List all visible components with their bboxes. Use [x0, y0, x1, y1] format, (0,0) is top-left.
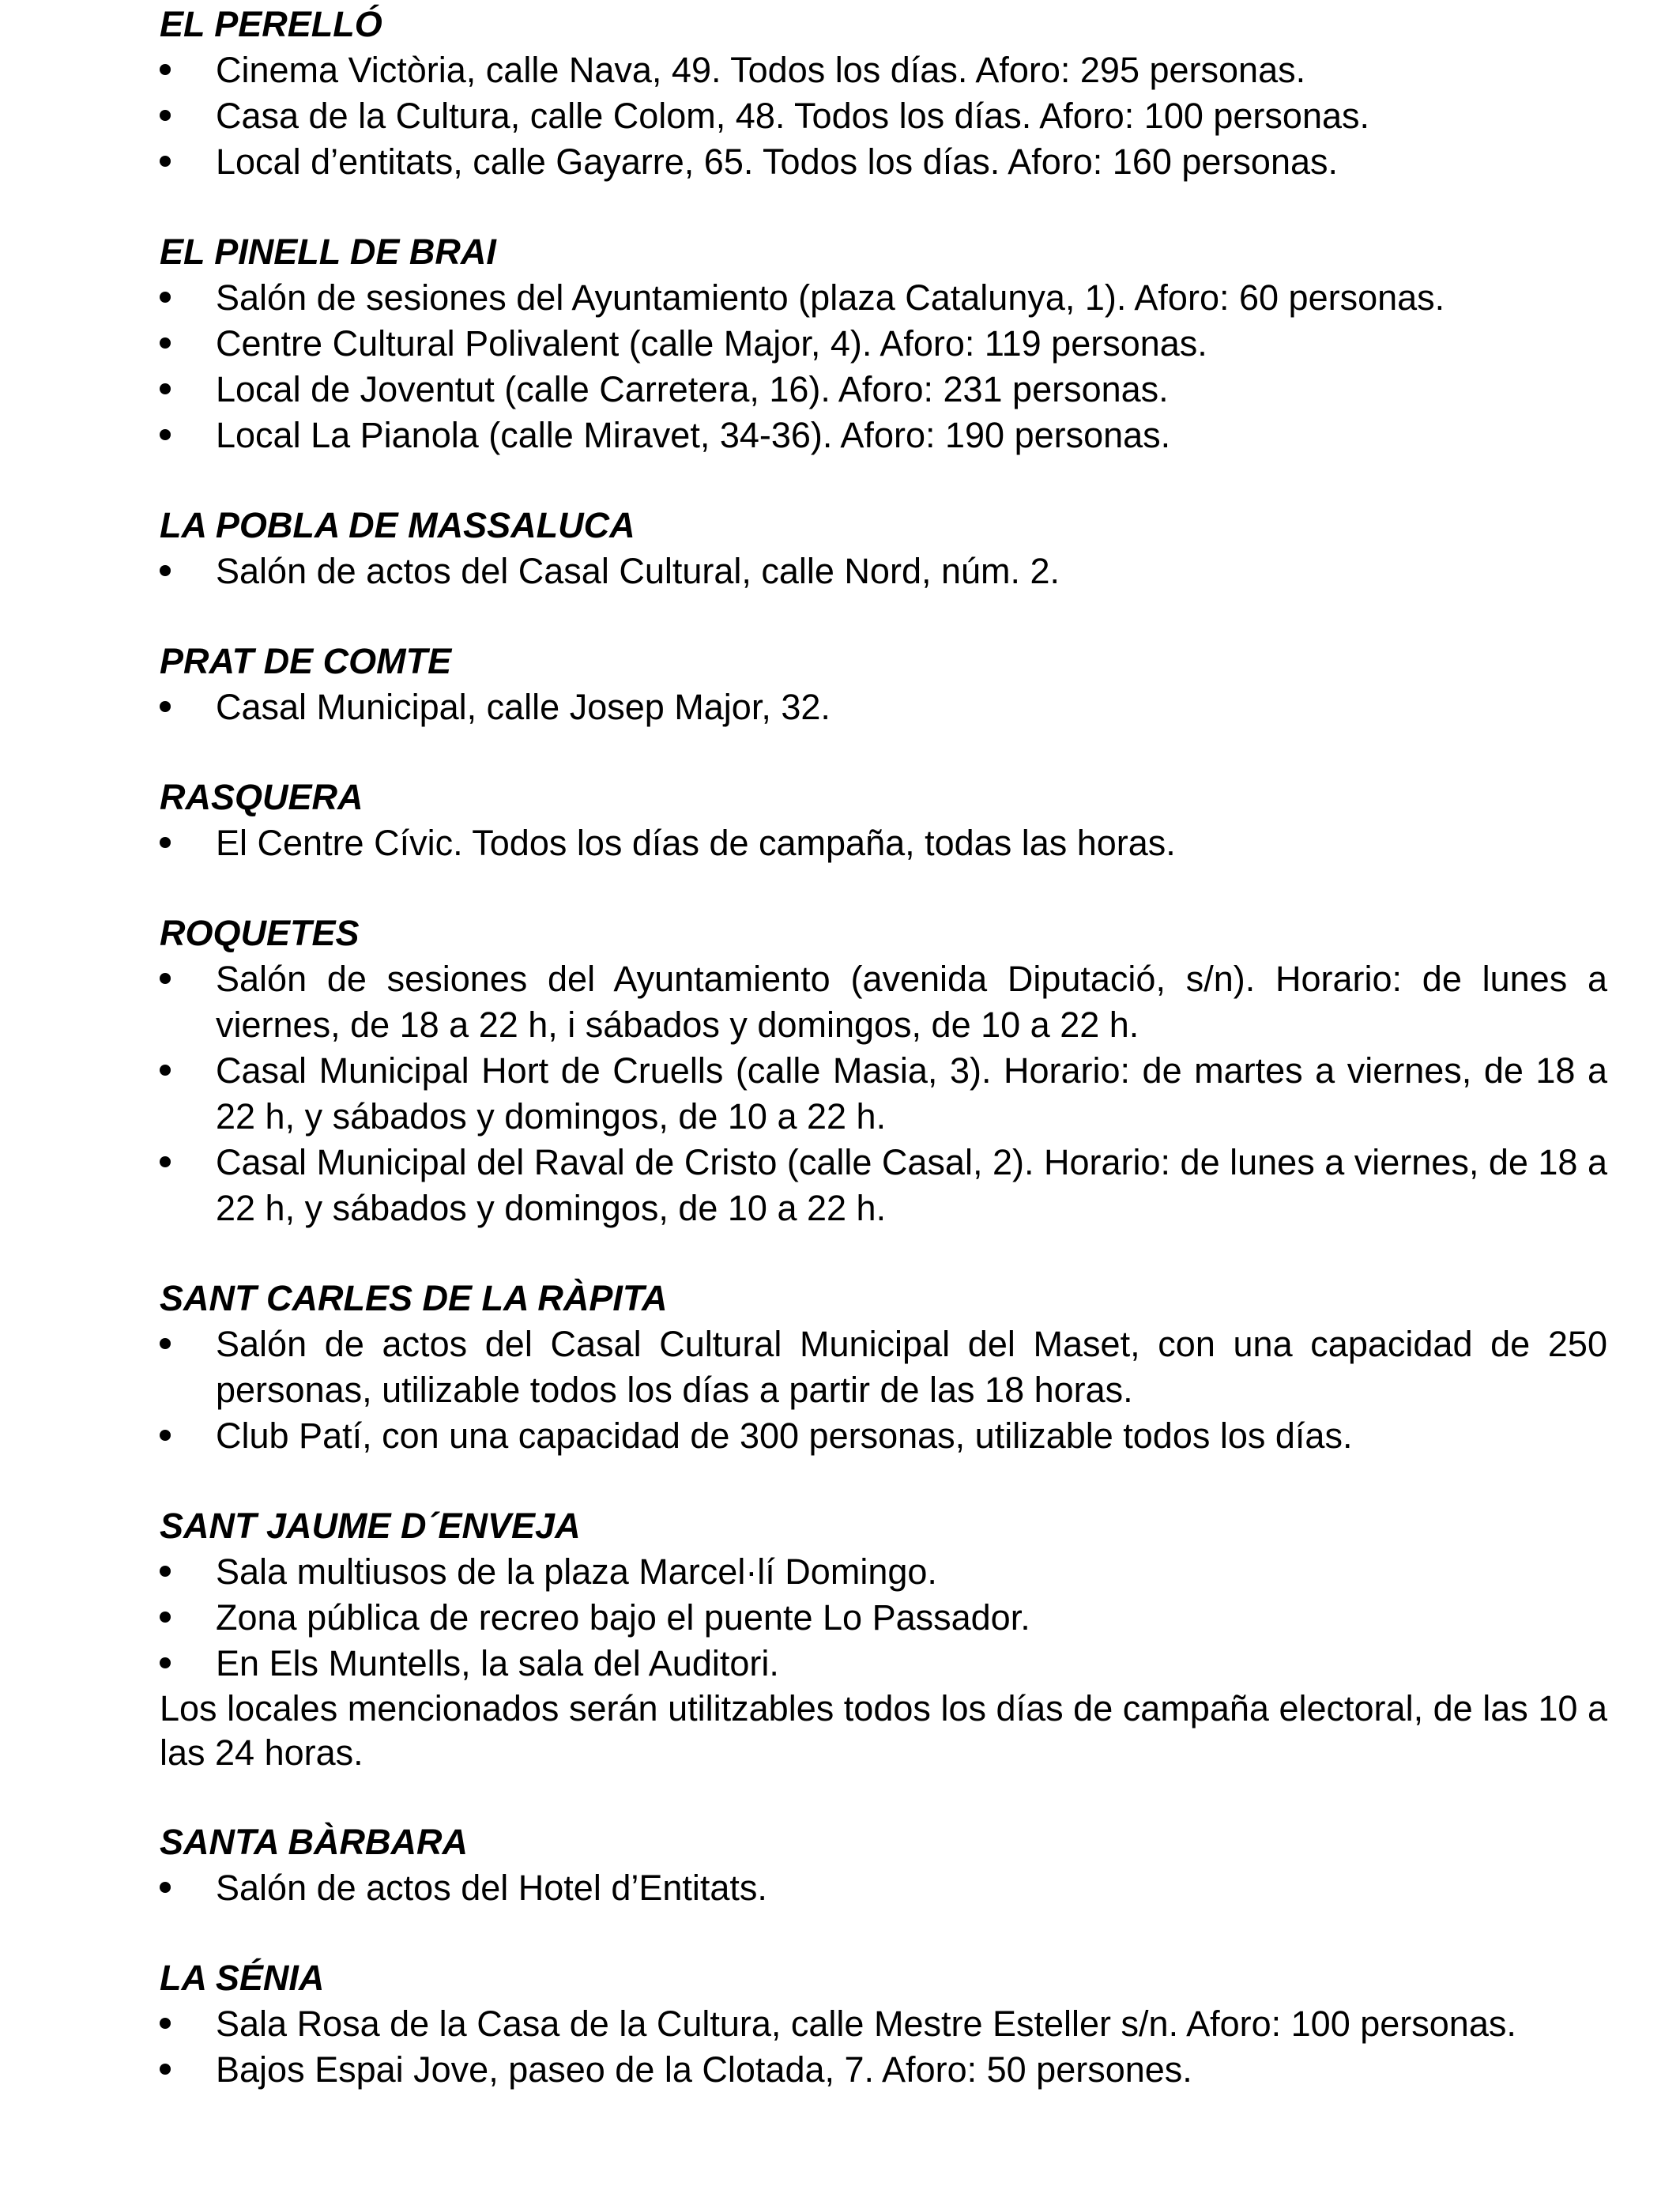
venue-text: Casal Municipal Hort de Cruells (calle Masia, 3). Horario: de martes a viernes, de 18 a 22 h, y sábados y domingos, de 10 a 22 h.: [216, 1050, 1607, 1137]
venue-text: En Els Muntells, la sala del Auditori.: [216, 1643, 779, 1683]
venue-text: Centre Cultural Polivalent (calle Major, 4). Aforo: 119 personas.: [216, 323, 1207, 364]
bullet-icon: [160, 1156, 171, 1167]
bullet-icon: [160, 1065, 171, 1076]
venue-list: [160, 1865, 1607, 1911]
bullet-icon: [160, 2018, 171, 2029]
municipality-title: SANTA BÀRBARA: [160, 1822, 468, 1862]
bullet-icon: [160, 701, 171, 712]
venue-list-item: [160, 2001, 1607, 2047]
bullet-icon: [160, 837, 171, 848]
municipality-title: LA POBLA DE MASSALUCA: [160, 505, 635, 545]
venue-text: Casal Municipal del Raval de Cristo (calle Casal, 2). Horario: de lunes a viernes, de 18 a 22 h, y sábados y domingos, de 10 a 22 h.: [216, 1142, 1607, 1228]
municipality-section: [160, 1503, 1607, 1775]
bullet-icon: [160, 337, 171, 349]
bullet-icon: [160, 64, 171, 75]
municipality-section: [160, 229, 1607, 458]
municipality-title: PRAT DE COMTE: [160, 641, 452, 681]
municipality-section: [160, 2, 1607, 185]
municipality-section: [160, 639, 1607, 730]
municipality-title: EL PINELL DE BRAI: [160, 232, 496, 272]
venue-list-item: [160, 684, 1607, 730]
venue-text: Local de Joventut (calle Carretera, 16). Aforo: 231 personas.: [216, 369, 1169, 409]
municipality-section: [160, 1276, 1607, 1459]
municipality-title: SANT CARLES DE LA RÀPITA: [160, 1278, 668, 1318]
bullet-icon: [160, 1338, 171, 1349]
venue-text: Bajos Espai Jove, paseo de la Clotada, 7. Aforo: 50 persones.: [216, 2049, 1192, 2090]
municipality-title: ROQUETES: [160, 913, 360, 953]
bullet-icon: [160, 565, 171, 576]
venue-text: Salón de sesiones del Ayuntamiento (plaza Catalunya, 1). Aforo: 60 personas.: [216, 277, 1445, 318]
venue-text: El Centre Cívic. Todos los días de campaña, todas las horas.: [216, 823, 1176, 863]
document-body: [160, 2, 1607, 2137]
bullet-icon: [160, 2064, 171, 2075]
section-note: Los locales mencionados serán utilitzables todos los días de campaña electoral, de las 10 a las 24 horas.: [160, 1688, 1607, 1773]
venue-list-item: [160, 548, 1607, 594]
bullet-icon: [160, 1657, 171, 1668]
venue-list-item: [160, 47, 1607, 93]
venue-list-item: [160, 1321, 1607, 1413]
municipality-section: [160, 1819, 1607, 1911]
venue-text: Salón de actos del Hotel d’Entitats.: [216, 1868, 767, 1908]
municipality-title: SANT JAUME D´ENVEJA: [160, 1506, 581, 1546]
bullet-icon: [160, 1566, 171, 1577]
bullet-icon: [160, 156, 171, 167]
venue-text: Local d’entitats, calle Gayarre, 65. Todos los días. Aforo: 160 personas.: [216, 141, 1339, 182]
venue-list-item: [160, 93, 1607, 139]
bullet-icon: [160, 1430, 171, 1441]
venue-text: Zona pública de recreo bajo el puente Lo Passador.: [216, 1597, 1030, 1638]
venue-list-item: [160, 1641, 1607, 1687]
venue-text: Salón de sesiones del Ayuntamiento (avenida Diputació, s/n). Horario: de lunes a viernes, de 18 a 22 h, i sábados y domingos, de 10 a 22 h.: [216, 959, 1607, 1045]
venue-list: [160, 820, 1607, 866]
venue-list-item: [160, 1048, 1607, 1140]
venue-list-item: [160, 1413, 1607, 1459]
venue-list-item: [160, 956, 1607, 1048]
bullet-icon: [160, 1612, 171, 1623]
venue-text: Sala multiusos de la plaza Marcel·lí Domingo.: [216, 1551, 937, 1592]
venue-list: [160, 548, 1607, 594]
venue-list-item: [160, 1140, 1607, 1231]
venue-list: [160, 1549, 1607, 1687]
bullet-icon: [160, 1882, 171, 1893]
venue-text: Salón de actos del Casal Cultural, calle Nord, núm. 2.: [216, 551, 1060, 591]
venue-list-item: [160, 2047, 1607, 2093]
bullet-icon: [160, 110, 171, 121]
venue-list-item: [160, 1549, 1607, 1595]
bullet-icon: [160, 973, 171, 984]
venue-text: Cinema Victòria, calle Nava, 49. Todos los días. Aforo: 295 personas.: [216, 50, 1306, 90]
venue-list-item: [160, 321, 1607, 367]
venue-text: Casa de la Cultura, calle Colom, 48. Todos los días. Aforo: 100 personas.: [216, 96, 1369, 136]
municipality-section: [160, 1955, 1607, 2093]
bullet-icon: [160, 429, 171, 440]
venue-list: [160, 684, 1607, 730]
venue-text: Local La Pianola (calle Miravet, 34-36). Aforo: 190 personas.: [216, 415, 1171, 455]
venue-text: Salón de actos del Casal Cultural Municipal del Maset, con una capacidad de 250 personas, utilizable todos los días a partir de las 18 horas.: [216, 1324, 1607, 1410]
venue-list: [160, 1321, 1607, 1459]
venue-list: [160, 956, 1607, 1231]
venue-list-item: [160, 275, 1607, 321]
bullet-icon: [160, 292, 171, 303]
municipality-section: [160, 910, 1607, 1231]
venue-list-item: [160, 820, 1607, 866]
bullet-icon: [160, 383, 171, 394]
venue-list-item: [160, 1865, 1607, 1911]
municipality-section: [160, 503, 1607, 594]
municipality-title: LA SÉNIA: [160, 1958, 325, 1998]
municipality-title: EL PERELLÓ: [160, 4, 382, 44]
venue-list-item: [160, 1595, 1607, 1641]
venue-list: [160, 275, 1607, 458]
venue-list: [160, 47, 1607, 185]
venue-text: Casal Municipal, calle Josep Major, 32.: [216, 687, 831, 727]
venue-text: Sala Rosa de la Casa de la Cultura, calle Mestre Esteller s/n. Aforo: 100 personas.: [216, 2004, 1516, 2044]
venue-list: [160, 2001, 1607, 2093]
venue-list-item: [160, 367, 1607, 413]
venue-text: Club Patí, con una capacidad de 300 personas, utilizable todos los días.: [216, 1416, 1353, 1456]
venue-list-item: [160, 413, 1607, 458]
venue-list-item: [160, 139, 1607, 185]
municipality-title: RASQUERA: [160, 777, 363, 817]
municipality-section: [160, 775, 1607, 866]
